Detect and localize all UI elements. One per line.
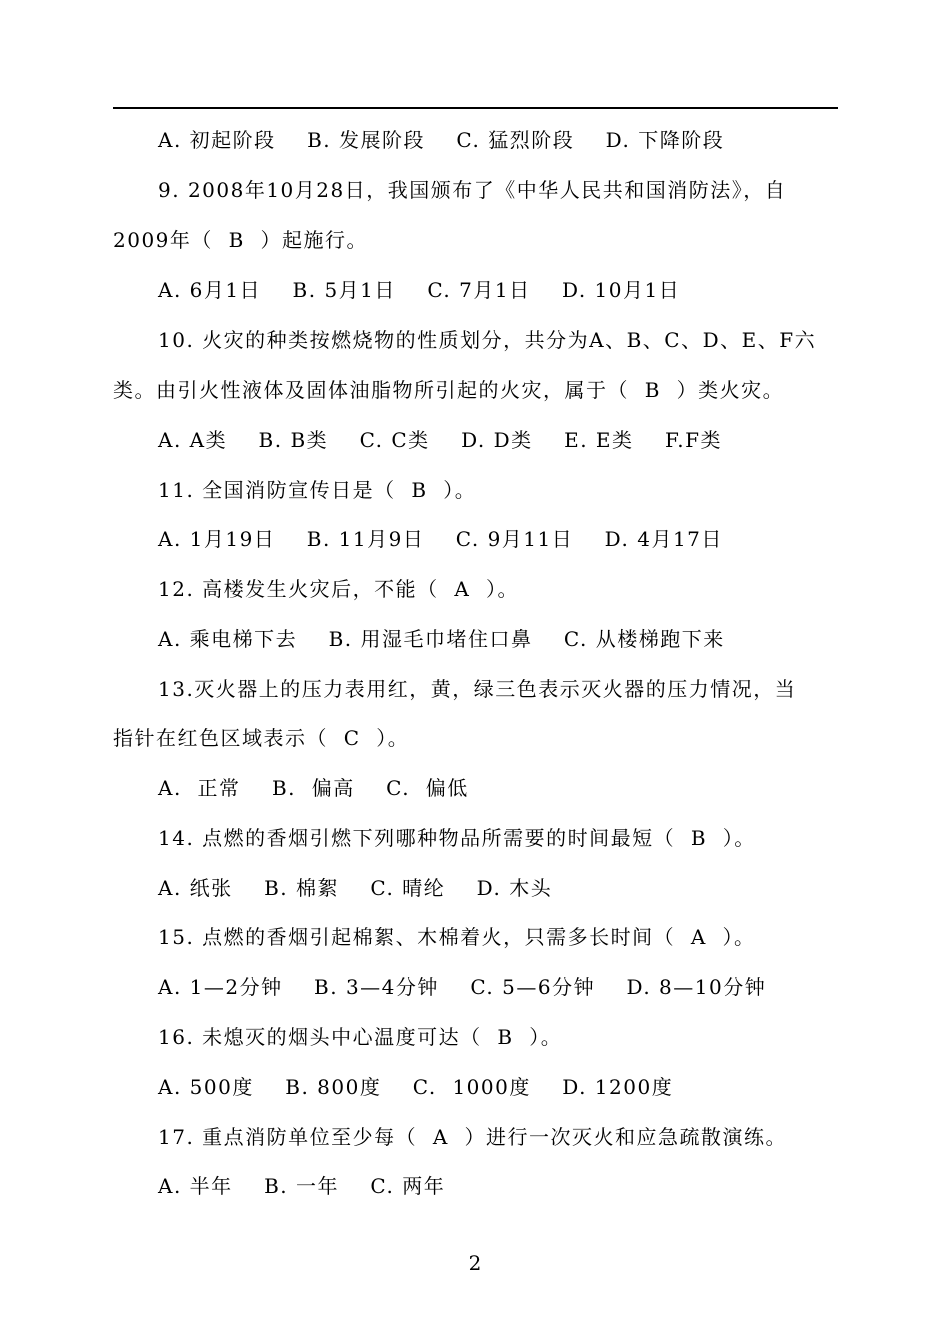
q16-options: A. 500度 B. 800度 C. 1000度 D. 1200度: [158, 1075, 674, 1099]
q17-options: A. 半年 B. 一年 C. 两年: [158, 1174, 446, 1198]
header-rule: [113, 107, 838, 109]
q8-options: A. 初起阶段 B. 发展阶段 C. 猛烈阶段 D. 下降阶段: [158, 128, 725, 152]
q10-question-cont: 类。由引火性液体及固体油脂物所引起的火灾，属于（ B ）类火灾。: [113, 378, 785, 402]
q15-options: A. 1—2分钟 B. 3—4分钟 C. 5—6分钟 D. 8—10分钟: [158, 975, 767, 999]
q9-options: A. 6月1日 B. 5月1日 C. 7月1日 D. 10月1日: [158, 278, 681, 302]
q15-question: 15. 点燃的香烟引起棉絮、木棉着火，只需多长时间（ A ）。: [158, 925, 756, 949]
q17-question: 17. 重点消防单位至少每（ A ）进行一次灭火和应急疏散演练。: [158, 1125, 788, 1149]
page-number: 2: [468, 1251, 482, 1275]
q10-options: A. A类 B. B类 C. C类 D. D类 E. E类 F.F类: [158, 428, 722, 452]
q10-question: 10. 火灾的种类按燃烧物的性质划分，共分为A、B、C、D、E、F六: [158, 328, 817, 352]
q13-question: 13.灭火器上的压力表用红，黄，绿三色表示灭火器的压力情况，当: [158, 677, 797, 701]
q13-question-cont: 指针在红色区域表示（ C ）。: [113, 726, 410, 750]
q11-question: 11. 全国消防宣传日是（ B ）。: [158, 478, 477, 502]
q9-question: 9. 2008年10月28日，我国颁布了《中华人民共和国消防法》，自: [158, 178, 787, 202]
q9-question-cont: 2009年（ B ）起施行。: [113, 228, 369, 252]
q12-options: A. 乘电梯下去 B. 用湿毛巾堵住口鼻 C. 从楼梯跑下来: [158, 627, 725, 651]
q16-question: 16. 未熄灭的烟头中心温度可达（ B ）。: [158, 1025, 563, 1049]
q13-options: A. 正常 B. 偏高 C. 偏低: [158, 776, 469, 800]
q11-options: A. 1月19日 B. 11月9日 C. 9月11日 D. 4月17日: [158, 527, 723, 551]
q14-question: 14. 点燃的香烟引燃下列哪种物品所需要的时间最短（ B ）。: [158, 826, 756, 850]
q12-question: 12. 高楼发生火灾后，不能（ A ）。: [158, 577, 520, 601]
q14-options: A. 纸张 B. 棉絮 C. 晴纶 D. 木头: [158, 876, 553, 900]
